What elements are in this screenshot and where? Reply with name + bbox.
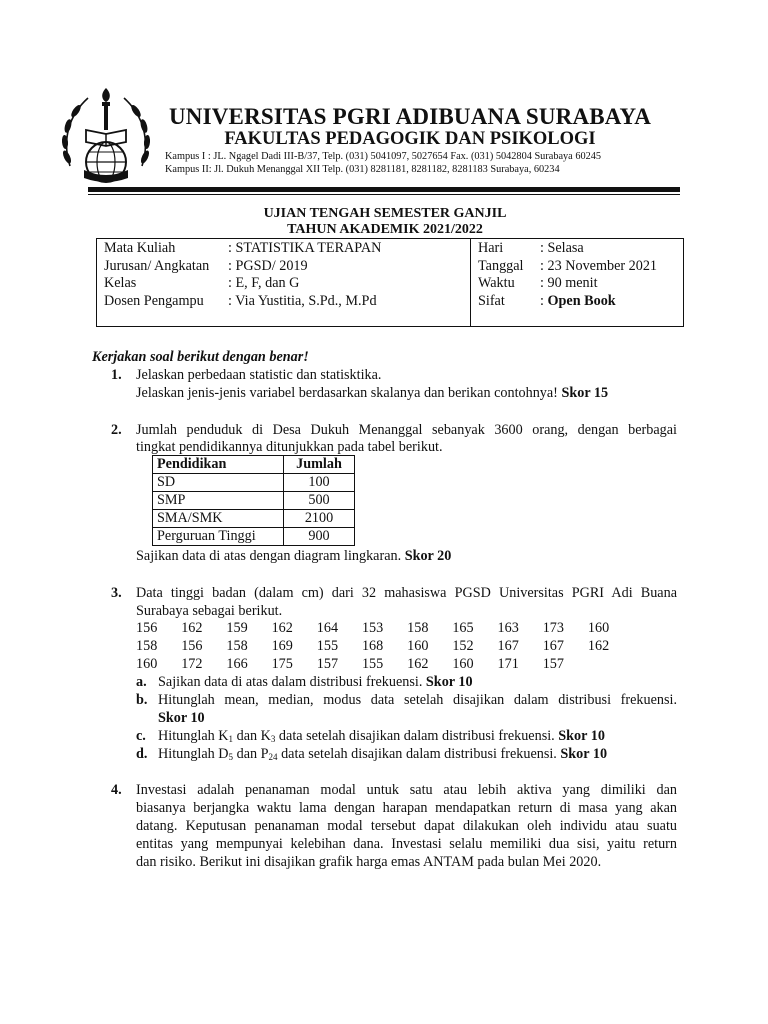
- q3-a-score: Skor 10: [425, 674, 473, 690]
- subquestion-label: d.: [136, 746, 148, 762]
- q3-c-text: dan K: [233, 728, 271, 744]
- data-value: 164: [316, 620, 339, 636]
- data-value: 160: [587, 620, 610, 636]
- height-data-row: [136, 656, 588, 673]
- data-value: 167: [497, 638, 519, 654]
- data-value: 172: [181, 656, 203, 672]
- exam-title: UJIAN TENGAH SEMESTER GANJIL: [263, 206, 507, 221]
- data-value: 162: [271, 620, 293, 636]
- data-value: 153: [361, 620, 384, 636]
- q3-d-text: Hitunglah D: [158, 746, 229, 762]
- faculty-name: FAKULTAS PEDAGOGIK DAN PSIKOLOGI: [224, 129, 596, 149]
- q2-task-text: Sajikan data di atas dengan diagram lingkaran.: [136, 548, 405, 564]
- question-number: 2.: [111, 422, 122, 438]
- data-value: 162: [587, 638, 610, 654]
- data-value: 166: [226, 656, 248, 672]
- table-cell: SMA/SMK: [153, 510, 284, 528]
- info-label: Hari: [478, 240, 504, 256]
- q3-d-text: data setelah disajikan dalam distribusi frekuensi.: [277, 746, 561, 762]
- info-label: Tanggal: [478, 258, 524, 274]
- header-rule-thick: [88, 187, 680, 192]
- info-label: Kelas: [104, 275, 137, 291]
- q1-line-2: [136, 384, 608, 402]
- education-table: [152, 455, 355, 546]
- q4-line: datang. Keputusan penanaman modal tersebut dapat dilakukan oleh individu atau suatu: [136, 818, 677, 834]
- q3-d-text: dan P: [233, 746, 269, 762]
- table-header-row: [153, 456, 355, 474]
- q2-task: [136, 547, 451, 565]
- campus-address-2: Kampus II: Jl. Dukuh Menanggal XII Telp. (031) 8281181, 8281182, 8281183 Surabaya, 60234: [165, 164, 560, 175]
- subscript: 3: [270, 734, 276, 744]
- campus-address-1: Kampus I : JL. Ngagel Dadi III-B/37, Telp. (031) 5041097, 5027654 Fax. (031) 5042804 Surabaya 60245: [165, 151, 602, 162]
- q3-line-2: Surabaya sebagai berikut.: [136, 603, 283, 619]
- data-value: 160: [407, 638, 429, 654]
- data-value: 158: [136, 638, 158, 654]
- table-cell: SMP: [153, 492, 284, 510]
- data-value: 160: [136, 656, 158, 672]
- info-value: : STATISTIKA TERAPAN: [228, 240, 382, 256]
- table-cell: Perguruan Tinggi: [153, 528, 284, 546]
- info-label: Sifat: [478, 293, 505, 309]
- info-label: Waktu: [478, 275, 515, 291]
- table-cell: SD: [153, 474, 284, 492]
- subquestion-label: c.: [136, 728, 146, 744]
- table-cell: 900: [284, 528, 355, 546]
- university-logo: [58, 86, 154, 186]
- data-value: 158: [226, 638, 248, 654]
- q3-b-text: Hitunglah mean, median, modus data setelah disajikan dalam distribusi frekuensi.: [158, 692, 677, 708]
- question-number: 4.: [111, 782, 122, 798]
- info-label: Jurusan/ Angkatan: [104, 258, 210, 274]
- question-number: 3.: [111, 585, 122, 601]
- data-value: 163: [497, 620, 519, 636]
- header-rule-thin: [88, 194, 680, 195]
- q3-d-score: Skor 10: [560, 746, 608, 762]
- q3-a: [158, 673, 473, 691]
- info-value: : PGSD/ 2019: [228, 258, 308, 274]
- data-value: 167: [542, 638, 564, 654]
- q3-d: [158, 745, 607, 766]
- data-value: 171: [497, 656, 519, 672]
- data-value: 168: [361, 638, 384, 654]
- q3-b-score-text: Skor 10: [158, 710, 205, 726]
- data-value: 155: [316, 638, 339, 654]
- university-name: UNIVERSITAS PGRI ADIBUANA SURABAYA: [168, 104, 652, 129]
- table-header: Pendidikan: [153, 456, 284, 474]
- table-cell: 500: [284, 492, 355, 510]
- open-book-label: Open Book: [547, 293, 616, 309]
- data-value: 152: [452, 638, 474, 654]
- data-value: 165: [452, 620, 474, 636]
- data-value: 160: [452, 656, 474, 672]
- q3-c-score: Skor 10: [558, 728, 605, 744]
- q4-line: dan risiko. Berikut ini disajikan grafik harga emas ANTAM pada bulan Mei 2020.: [136, 854, 602, 870]
- q3-line-1: Data tinggi badan (dalam cm) dari 32 mahasiswa PGSD Universitas PGRI Adi Buana: [136, 585, 677, 601]
- q2-line-2: tingkat pendidikannya ditunjukkan pada tabel berikut.: [136, 439, 443, 455]
- q1-line-1: Jelaskan perbedaan statistic dan statisktika.: [136, 367, 382, 383]
- table-row: [153, 474, 355, 492]
- q3-b-score: [158, 709, 205, 727]
- data-value: 157: [316, 656, 339, 672]
- data-value: 169: [271, 638, 293, 654]
- info-value: : Via Yustitia, S.Pd., M.Pd: [228, 293, 377, 309]
- info-label: Mata Kuliah: [104, 240, 176, 256]
- table-row: [153, 510, 355, 528]
- data-value: 159: [226, 620, 248, 636]
- data-value: 173: [542, 620, 564, 636]
- subscript: 1: [228, 734, 234, 744]
- table-row: [153, 528, 355, 546]
- table-header: Jumlah: [284, 456, 355, 474]
- subquestion-label: a.: [136, 674, 147, 690]
- data-value: 157: [542, 656, 564, 672]
- q2-line-1: Jumlah penduduk di Desa Dukuh Menanggal sebanyak 3600 orang, dengan berbagai: [136, 422, 677, 438]
- data-value: 158: [407, 620, 429, 636]
- data-value: 156: [181, 638, 203, 654]
- q1-score: Skor 15: [561, 385, 609, 401]
- instruction: Kerjakan soal berikut dengan benar!: [92, 349, 309, 365]
- info-value: : 90 menit: [540, 275, 598, 291]
- data-value: 162: [181, 620, 203, 636]
- subscript: 24: [268, 752, 278, 762]
- q3-c-text: data setelah disajikan dalam distribusi frekuensi.: [275, 728, 559, 744]
- q4-line: Investasi adalah penanaman modal untuk satu atau lebih aktiva yang dimiliki dan: [136, 782, 677, 798]
- info-value: : 23 November 2021: [540, 258, 658, 274]
- info-label: Dosen Pengampu: [104, 293, 204, 309]
- q3-a-text: Sajikan data di atas dalam distribusi frekuensi.: [158, 674, 426, 690]
- subquestion-label: b.: [136, 692, 148, 708]
- table-row: [153, 492, 355, 510]
- subscript: 5: [228, 752, 234, 762]
- q2-score: Skor 20: [404, 548, 452, 564]
- info-value: : Selasa: [540, 240, 584, 256]
- info-value: : E, F, dan G: [228, 275, 300, 291]
- data-value: 156: [136, 620, 158, 636]
- table-cell: 100: [284, 474, 355, 492]
- info-value: [540, 293, 616, 310]
- height-data-row: [136, 620, 633, 637]
- data-value: 162: [407, 656, 429, 672]
- height-data-row: [136, 638, 633, 655]
- question-number: 1.: [111, 367, 122, 383]
- q1-text: Jelaskan jenis-jenis variabel berdasarkan skalanya dan berikan contohnya!: [136, 385, 562, 401]
- table-cell: 2100: [284, 510, 355, 528]
- exam-academic-year: TAHUN AKADEMIK 2021/2022: [287, 222, 483, 237]
- q4-line: entitas yang mempunyai kelebihan dana. Investasi selalu memiliki dua sisi, yaitu return: [136, 836, 677, 852]
- data-value: 175: [271, 656, 293, 672]
- info-box-divider: [470, 238, 471, 327]
- q3-c-text: Hitunglah K: [158, 728, 229, 744]
- info-value-prefix: :: [540, 293, 548, 309]
- q4-line: biasanya berjangka waktu lama dengan harapan mendapatkan return di masa yang akan: [136, 800, 677, 816]
- data-value: 155: [361, 656, 384, 672]
